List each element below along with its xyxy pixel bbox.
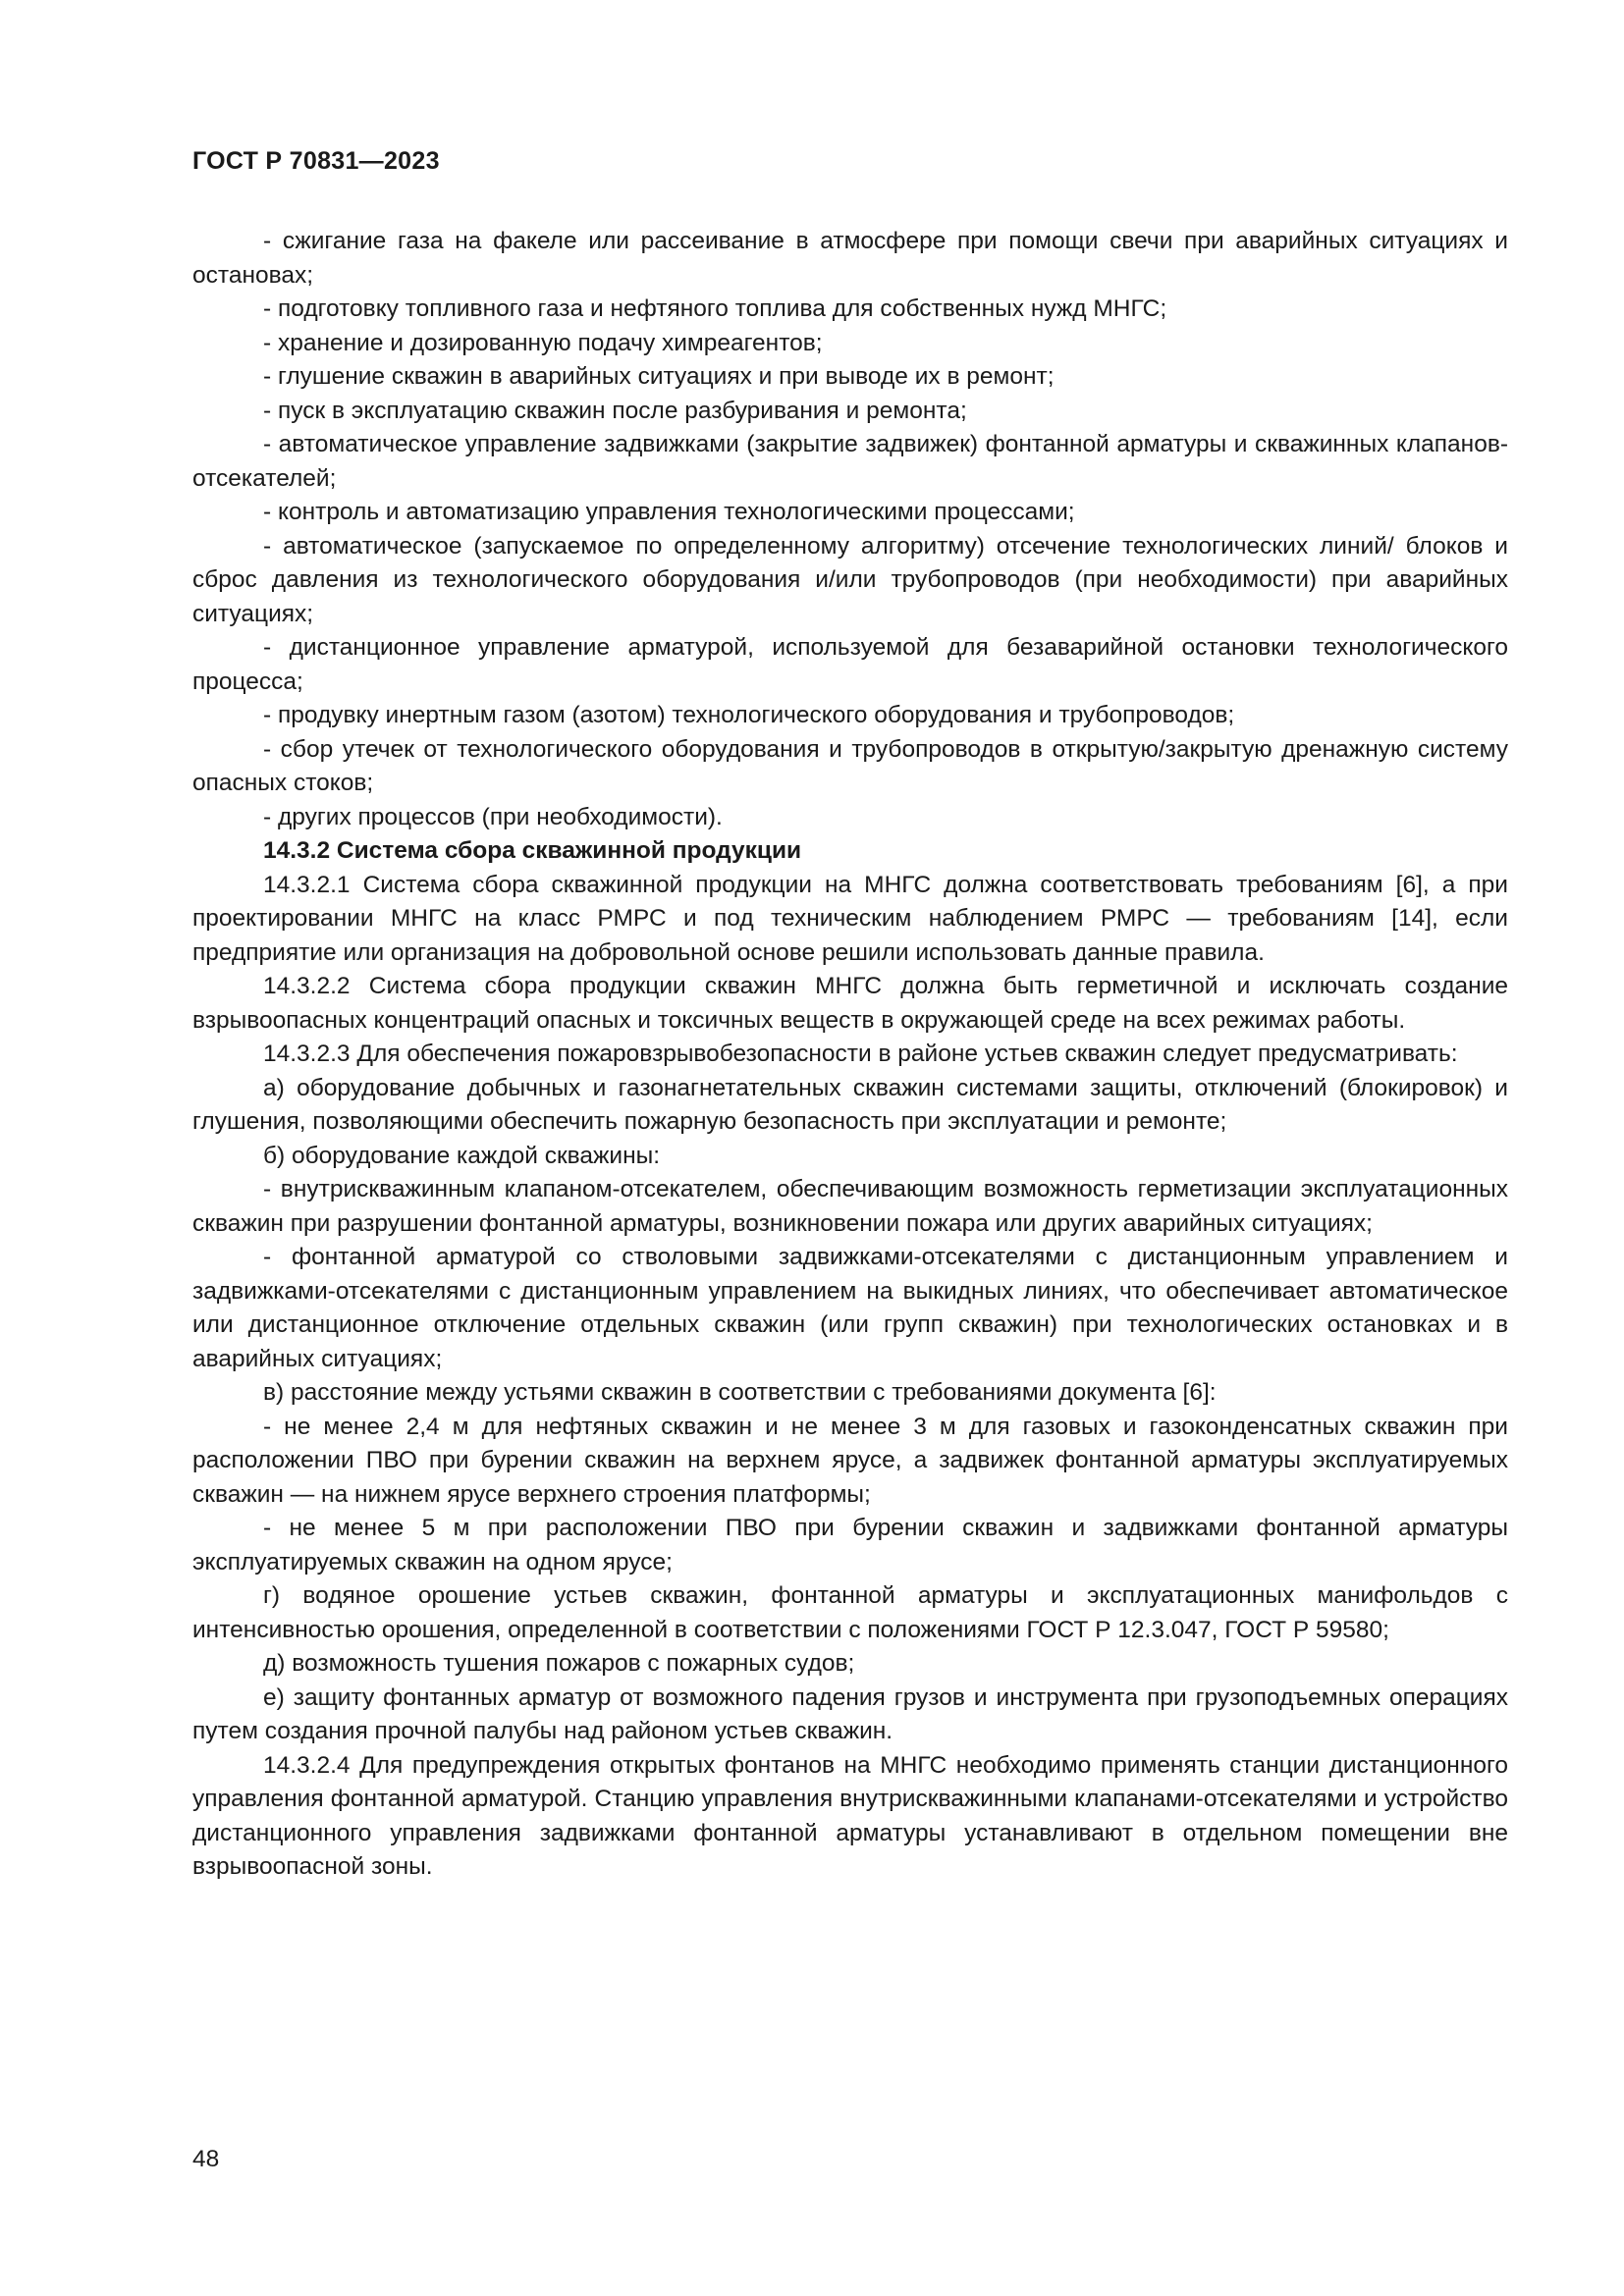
document-body xyxy=(192,225,1508,1885)
list-item: - фонтанной арматурой со стволовыми задвижками-отсекателями с дистанционным управлением и задвижками-отсекателями с дистанционным управлением на выкидных линиях, что обеспечивает автоматическое или дистанционное отключение отдельных скважин (или групп скважин) при технологических остановках и в аварийных ситуациях; xyxy=(192,1244,1508,1372)
list-item: - пуск в эксплуатацию скважин после разбуривания и ремонта; xyxy=(263,397,967,424)
list-item: - хранение и дозированную подачу химреагентов; xyxy=(263,329,823,356)
document-header: ГОСТ Р 70831—2023 xyxy=(192,147,440,175)
list-item: - автоматическое управление задвижками (закрытие задвижек) фонтанной арматуры и скважинных клапанов-отсекателей; xyxy=(192,431,1508,492)
list-item: - не менее 2,4 м для нефтяных скважин и не менее 3 м для газовых и газоконденсатных скважин при расположении ПВО при бурении скважин на верхнем ярусе, а задвижек фонтанной арматуры эксплуатируемых скважин — на нижнем ярусе верхнего строения платформы; xyxy=(192,1413,1508,1508)
section-heading: 14.3.2 Система сбора скважинной продукции xyxy=(263,837,802,864)
list-item: в) расстояние между устьями скважин в соответствии с требованиями документа [6]: xyxy=(263,1379,1217,1406)
list-item: - продувку инертным газом (азотом) технологического оборудования и трубопроводов; xyxy=(263,702,1235,728)
clause-paragraph: 14.3.2.1 Система сбора скважинной продукции на МНГС должна соответствовать требованиям [6], а при проектировании МНГС на класс РМРС и под техническим наблюдением РМРС — требованиям [14], если предприятие или организация на добровольной основе решили использовать данные правила. xyxy=(192,871,1508,966)
list-item: - дистанционное управление арматурой, используемой для безаварийной остановки технологического процесса; xyxy=(192,634,1508,695)
list-item: б) оборудование каждой скважины: xyxy=(263,1142,661,1169)
list-item: - глушение скважин в аварийных ситуациях и при выводе их в ремонт; xyxy=(263,363,1055,390)
clause-paragraph: 14.3.2.2 Система сбора продукции скважин МНГС должна быть герметичной и исключать создание взрывоопасных концентраций опасных и токсичных веществ в окружающей среде на всех режимах работы. xyxy=(192,973,1508,1034)
list-item: - внутрискважинным клапаном-отсекателем, обеспечивающим возможность герметизации эксплуатационных скважин при разрушении фонтанной арматуры, возникновении пожара или других аварийных ситуациях; xyxy=(192,1176,1508,1237)
list-item: а) оборудование добычных и газонагнетательных скважин системами защиты, отключений (блокировок) и глушения, позволяющими обеспечить пожарную безопасность при эксплуатации и ремонте; xyxy=(192,1074,1508,1135)
list-item: - автоматическое (запускаемое по определенному алгоритму) отсечение технологических линий/ блоков и сброс давления из технологического оборудования и/или трубопроводов (при необходимости) при аварийных ситуациях; xyxy=(192,532,1508,627)
list-item: - других процессов (при необходимости). xyxy=(263,803,723,830)
list-item: д) возможность тушения пожаров с пожарных судов; xyxy=(263,1650,855,1677)
list-item: г) водяное орошение устьев скважин, фонтанной арматуры и эксплуатационных манифольдов с интенсивностью орошения, определенной в соответствии с положениями ГОСТ Р 12.3.047, ГОСТ Р 59580; xyxy=(192,1582,1508,1643)
clause-paragraph: 14.3.2.3 Для обеспечения пожаровзрывобезопасности в районе устьев скважин следует предусматривать: xyxy=(263,1041,1458,1067)
list-item: - подготовку топливного газа и нефтяного топлива для собственных нужд МНГС; xyxy=(263,295,1167,322)
clause-paragraph: 14.3.2.4 Для предупреждения открытых фонтанов на МНГС необходимо применять станции дистанционного управления фонтанной арматурой. Станцию управления внутрискважинными клапанами-отсекателями и устройство дистанционного управления задвижками фонтанной арматуры устанавливают в отдельном помещении вне взрывоопасной зоны. xyxy=(192,1751,1508,1880)
list-item: - не менее 5 м при расположении ПВО при бурении скважин и задвижками фонтанной арматуры эксплуатируемых скважин на одном ярусе; xyxy=(192,1515,1508,1575)
list-item: - контроль и автоматизацию управления технологическими процессами; xyxy=(263,499,1075,525)
list-item: - сжигание газа на факеле или рассеивание в атмосфере при помощи свечи при аварийных ситуациях и остановах; xyxy=(192,228,1508,289)
list-item: - сбор утечек от технологического оборудования и трубопроводов в открытую/закрытую дренажную систему опасных стоков; xyxy=(192,735,1508,796)
list-item: е) защиту фонтанных арматур от возможного падения грузов и инструмента при грузоподъемных операциях путем создания прочной палубы над районом устьев скважин. xyxy=(192,1683,1508,1744)
page-number: 48 xyxy=(192,2146,220,2172)
